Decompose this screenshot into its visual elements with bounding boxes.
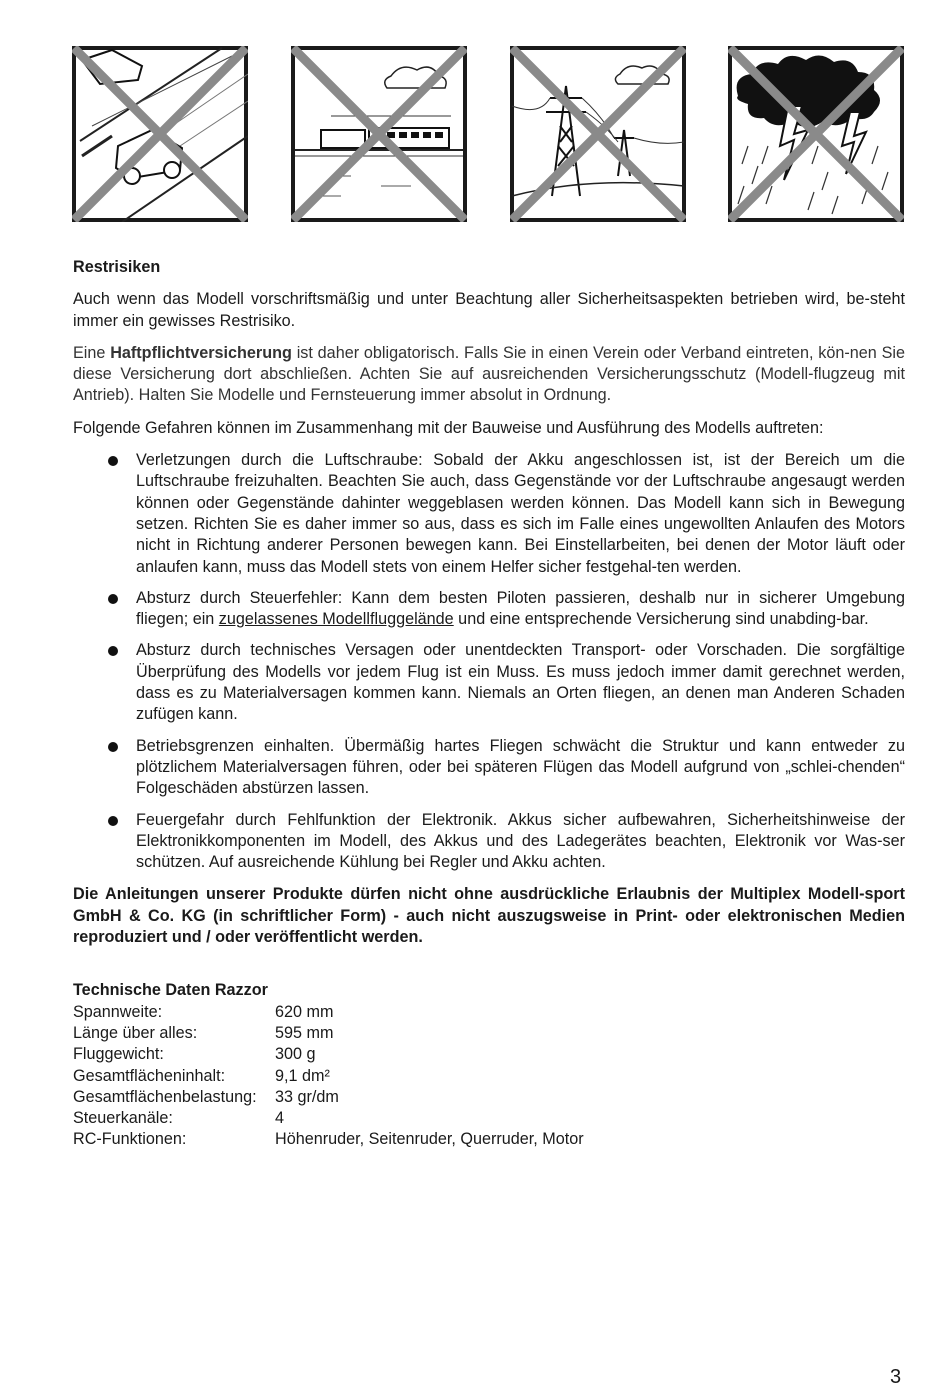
table-row (73, 1023, 584, 1044)
insurance-rest: ist daher obligatorisch. Falls Sie in einen Verein oder Verband eintreten, kön-nen Sie diese Versicherung dort abschließen. Achten Sie auf ausreichenden Versicherungsschutz (Modell-flugzeug mit Antrieb). Halten Sie Modelle und Fernsteuerung immer absolut in Ordnung. (73, 343, 905, 405)
bullet-icon (108, 742, 118, 752)
bullet-icon (108, 594, 118, 604)
section-heading: Restrisiken (73, 258, 161, 276)
railway-warning-image (291, 46, 467, 222)
spec-label: Fluggewicht: (73, 1045, 164, 1064)
residual-risk-paragraph: Auch wenn das Modell vorschriftsmäßig und unter Beachtung aller Sicherheitsaspekten betrieben wird, be-steht immer ein gewisses Restrisiko. (73, 290, 905, 330)
approved-airfield-link: zugelassenes Modellfluggelände (218, 610, 454, 629)
list-item (73, 450, 905, 578)
table-row (73, 1002, 584, 1023)
spec-value: 300 g (275, 1045, 316, 1064)
hazard-text: Absturz durch technisches Versagen oder unentdeckten Transport- oder Vorschaden. Die sorgfältige Überprüfung des Modells vor jedem Flug ist ein Muss. Es muss jedoch immer damit gerechnet werden, dass es zu Materialversagen kommen kann. Niemals an Orten fliegen, an denen man Anderen Schaden zufügen kann. (136, 641, 905, 724)
list-item (73, 736, 905, 800)
spec-label: Spannweite: (73, 1002, 163, 1021)
insurance-paragraph (73, 343, 905, 407)
spec-label: RC-Funktionen: (73, 1130, 187, 1149)
spec-label: Gesamtflächenbelastung: (73, 1087, 257, 1106)
insurance-prefix: Eine (73, 343, 111, 362)
hazard-text: Betriebsgrenzen einhalten. Übermäßig hartes Fliegen schwächt die Struktur und kann entweder zu plötzlichem Materialversagen führen, oder bei späteren Flügen das Modell aufgrund von „schlei-chenden“ Folgeschäden abstürzen lassen. (136, 736, 905, 798)
hazard-text: und eine entsprechende Versicherung sind unabding-bar. (453, 610, 869, 629)
page-number: 3 (890, 1366, 902, 1388)
tech-data-title: Technische Daten Razzor (73, 981, 268, 1000)
main-content (73, 257, 905, 1151)
table-row (73, 1108, 584, 1129)
hazard-text: Absturz durch Steuerfehler: Kann dem besten Piloten passieren, deshalb nur in sicherer Umgebung fliegen; ein (136, 588, 905, 629)
spec-value: 4 (275, 1109, 285, 1128)
hazards-intro: Folgende Gefahren können im Zusammenhang mit der Bauweise und Ausführung des Modells auftreten: (73, 418, 824, 437)
table-row (73, 1044, 584, 1065)
hazard-text: Feuergefahr durch Fehlfunktion der Elektronik. Akkus sicher aufbewahren, Sicherheitshinweise der Elektronikkomponenten im Modell, des Akkus und des Ladegerätes beachten, Elektronik vor Was-ser schützen. Auf ausreichende Kühlung bei Regler und Akku achten. (136, 810, 905, 872)
list-item (73, 588, 905, 631)
table-row (73, 1087, 584, 1108)
spec-label: Gesamtflächeninhalt: (73, 1066, 226, 1085)
spec-value: 9,1 dm² (275, 1066, 330, 1085)
spec-value: 33 gr/dm (275, 1087, 339, 1106)
spec-label: Steuerkanäle: (73, 1109, 173, 1128)
road-traffic-warning-image (72, 46, 248, 222)
tech-data-table (73, 1002, 584, 1151)
hazard-text: Verletzungen durch die Luftschraube: Sobald der Akku angeschlossen ist, ist der Bereich um die Luftschraube freizuhalten. Beachten Sie auch, dass Gegenstände vor der Luftschraube angesaugt werden können oder Gegenstände dahinter weggeblasen werden können. Das Modell kann sich in Bewegung setzen. Richten Sie es daher immer so aus, dass es sich im Falle eines ungewollten Anlaufen des Motors nicht in Richtung anderer Personen bewegen kann. Bei Einstellarbeiten, bei denen der Motor läuft oder anlaufen kann, muss das Modell stets von einem Helfer sicher festgehal-ten werden. (136, 451, 905, 576)
list-item (73, 640, 905, 725)
table-row (73, 1129, 584, 1150)
bullet-icon (108, 646, 118, 656)
hazard-list (73, 450, 905, 873)
spec-value: Höhenruder, Seitenruder, Querruder, Motor (275, 1130, 584, 1149)
bullet-icon (108, 816, 118, 826)
copyright-notice: Die Anleitungen unserer Produkte dürfen nicht ohne ausdrückliche Erlaubnis der Multiplex Modell-sport GmbH & Co. KG (in schriftlicher Form) - auch nicht auszugsweise in Print- oder elektronischen Medien reproduziert und / oder veröffentlicht werden. (73, 885, 905, 947)
spec-value: 595 mm (275, 1023, 334, 1042)
spec-label: Länge über alles: (73, 1023, 198, 1042)
table-row (73, 1066, 584, 1087)
bullet-icon (108, 456, 118, 466)
insurance-bold-term: Haftpflichtversicherung (110, 343, 292, 362)
warning-pictograms (72, 46, 904, 222)
list-item (73, 810, 905, 874)
thunderstorm-warning-image (728, 46, 904, 222)
spec-value: 620 mm (275, 1002, 334, 1021)
power-lines-warning-image (510, 46, 686, 222)
